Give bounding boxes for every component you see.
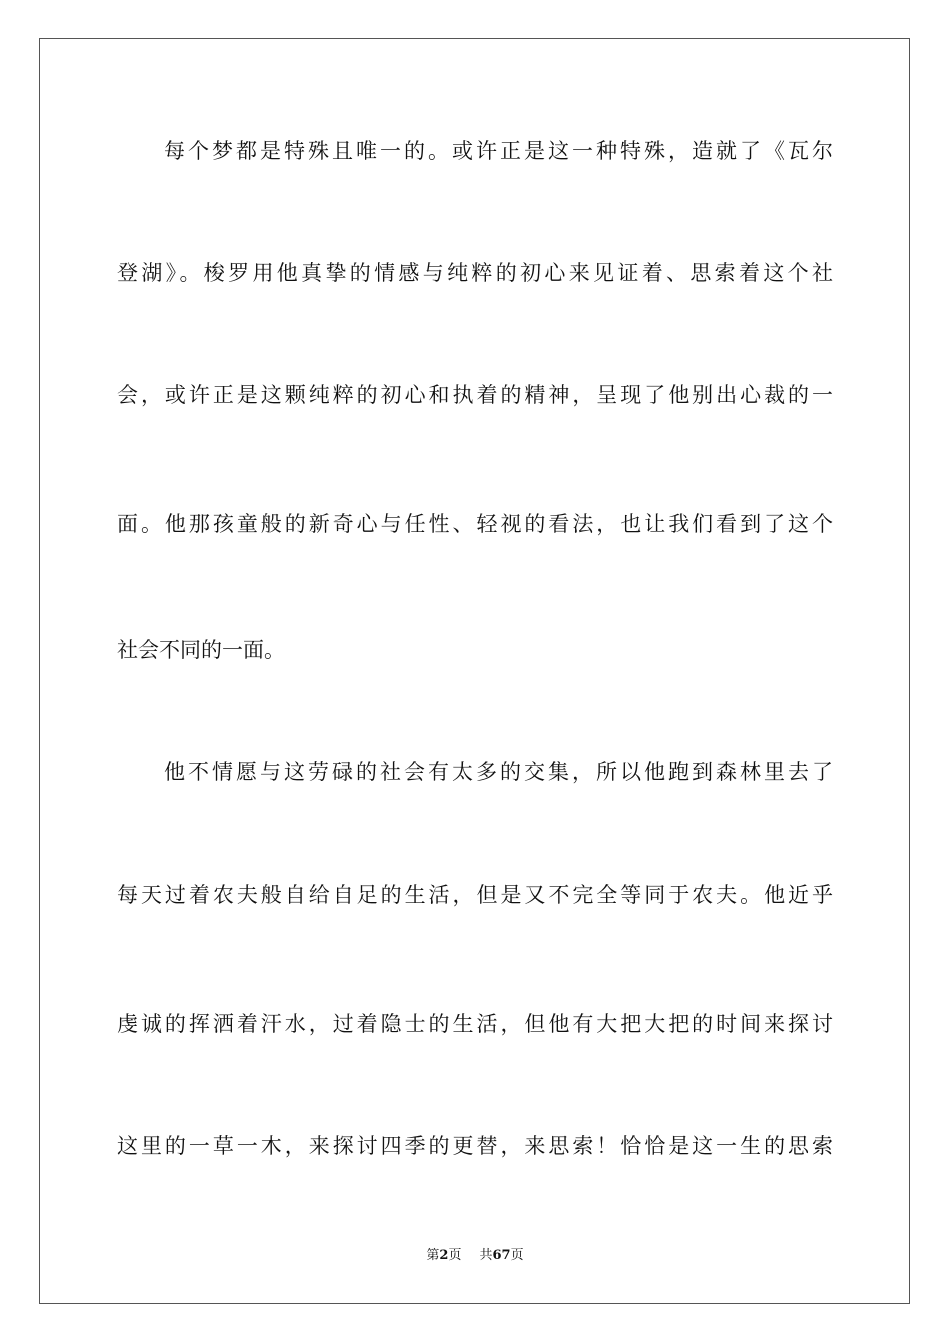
text-line-4: 面。他那孩童般的新奇心与任性、轻视的看法，也让我们看到了这个	[117, 512, 833, 536]
text-line-7: 每天过着农夫般自给自足的生活，但是又不完全等同于农夫。他近乎	[117, 883, 833, 907]
text-line-3: 会，或许正是这颗纯粹的初心和执着的精神，呈现了他别出心裁的一	[117, 383, 833, 407]
footer-page-number: 2	[439, 1248, 449, 1263]
footer-total-suffix: 页	[510, 1248, 524, 1263]
text-line-8: 虔诚的挥洒着汗水，过着隐士的生活，但他有大把大把的时间来探讨	[117, 1012, 833, 1036]
text-line-5: 社会不同的一面。	[117, 638, 285, 662]
footer-total-prefix: 共	[479, 1248, 493, 1263]
text-line-6: 他不情愿与这劳碌的社会有太多的交集，所以他跑到森林里去了	[164, 760, 833, 784]
text-line-1: 每个梦都是特殊且唯一的。或许正是这一种特殊，造就了《瓦尔	[164, 139, 833, 163]
text-line-2: 登湖》。梭罗用他真挚的情感与纯粹的初心来见证着、思索着这个社	[117, 261, 833, 285]
page-footer	[0, 1246, 950, 1266]
text-line-9: 这里的一草一木，来探讨四季的更替，来思索！恰恰是这一生的思索	[117, 1134, 833, 1158]
page-border	[39, 38, 910, 1304]
footer-total-pages: 67	[492, 1248, 511, 1263]
footer-page-suffix: 页	[448, 1248, 462, 1263]
footer-prefix: 第	[426, 1248, 440, 1263]
